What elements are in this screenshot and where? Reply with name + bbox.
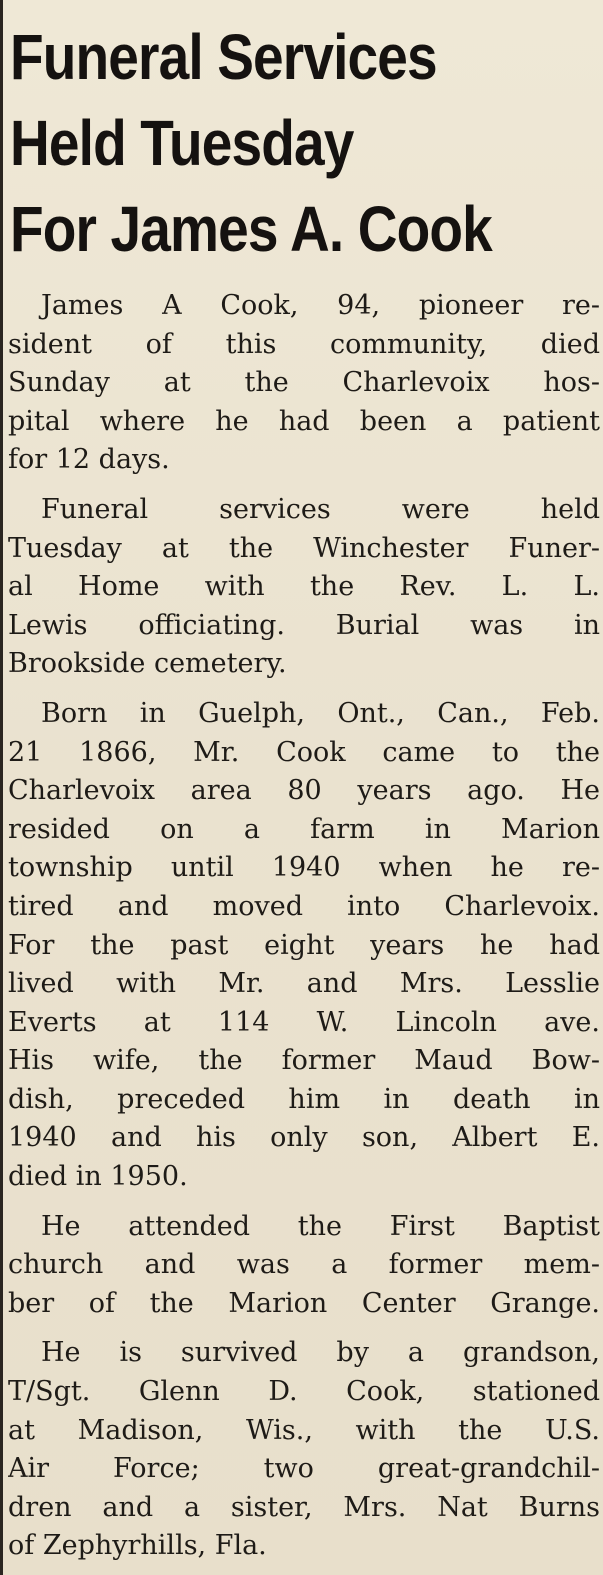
headline-line: For James A. Cook (10, 193, 492, 265)
text-line: lived with Mr. and Mrs. Lesslie (8, 968, 600, 1000)
text-line: James A Cook, 94, pioneer re- (41, 290, 600, 321)
text-line: Brookside cemetery. (8, 648, 287, 680)
text-line: al Home with the Rev. L. L. (8, 571, 600, 603)
text-line: at Madison, Wis., with the U.S. (8, 1414, 600, 1446)
text-line: of Zephyrhills, Fla. (8, 1530, 267, 1562)
text-line: dish, preceded him in death in (8, 1083, 600, 1115)
paragraph-funeral-services (8, 491, 600, 684)
text-line: dren and a sister, Mrs. Nat Burns (8, 1491, 600, 1523)
text-line: ber of the Marion Center Grange. (8, 1287, 600, 1319)
text-line: sident of this community, died (8, 328, 600, 360)
paragraph-survivors (8, 1334, 600, 1566)
text-line: tired and moved into Charlevoix. (8, 890, 600, 922)
text-line: He attended the First Baptist (41, 1210, 600, 1242)
text-line: Funeral services were held (41, 493, 600, 525)
text-line: Lewis officiating. Burial was in (8, 609, 600, 641)
column-rule (0, 0, 3, 1575)
text-line: Everts at 114 W. Lincoln ave. (8, 1006, 600, 1038)
paragraph-church (8, 1208, 600, 1324)
text-line: township until 1940 when he re- (8, 852, 600, 884)
text-line: church and was a former mem- (8, 1249, 600, 1281)
text-line: T/Sgt. Glenn D. Cook, stationed (8, 1376, 600, 1408)
text-line: pital where he had been a patient (8, 405, 600, 437)
text-line: Charlevoix area 80 years ago. He (8, 775, 600, 807)
text-line: 21 1866, Mr. Cook came to the (8, 736, 600, 768)
text-line: Born in Guelph, Ont., Can., Feb. (41, 697, 600, 729)
text-line: died in 1950. (8, 1161, 188, 1193)
headline (10, 14, 517, 272)
text-line: Sunday at the Charlevoix hos- (8, 367, 600, 399)
paragraph-death-notice (8, 287, 600, 480)
text-line: Tuesday at the Winchester Funer- (8, 532, 600, 564)
text-line: Air Force; two great-grandchil- (8, 1453, 600, 1485)
article-body (8, 287, 600, 1575)
text-line: 1940 and his only son, Albert E. (8, 1122, 600, 1154)
text-line: for 12 days. (8, 444, 170, 476)
text-line: resided on a farm in Marion (8, 813, 600, 845)
text-line: His wife, the former Maud Bow- (8, 1045, 600, 1077)
headline-line: Held Tuesday (10, 107, 354, 179)
paragraph-biography (8, 695, 600, 1197)
headline-line: Funeral Services (10, 21, 437, 93)
text-line: For the past eight years he had (8, 929, 600, 961)
text-line: He is survived by a grandson, (41, 1337, 600, 1369)
